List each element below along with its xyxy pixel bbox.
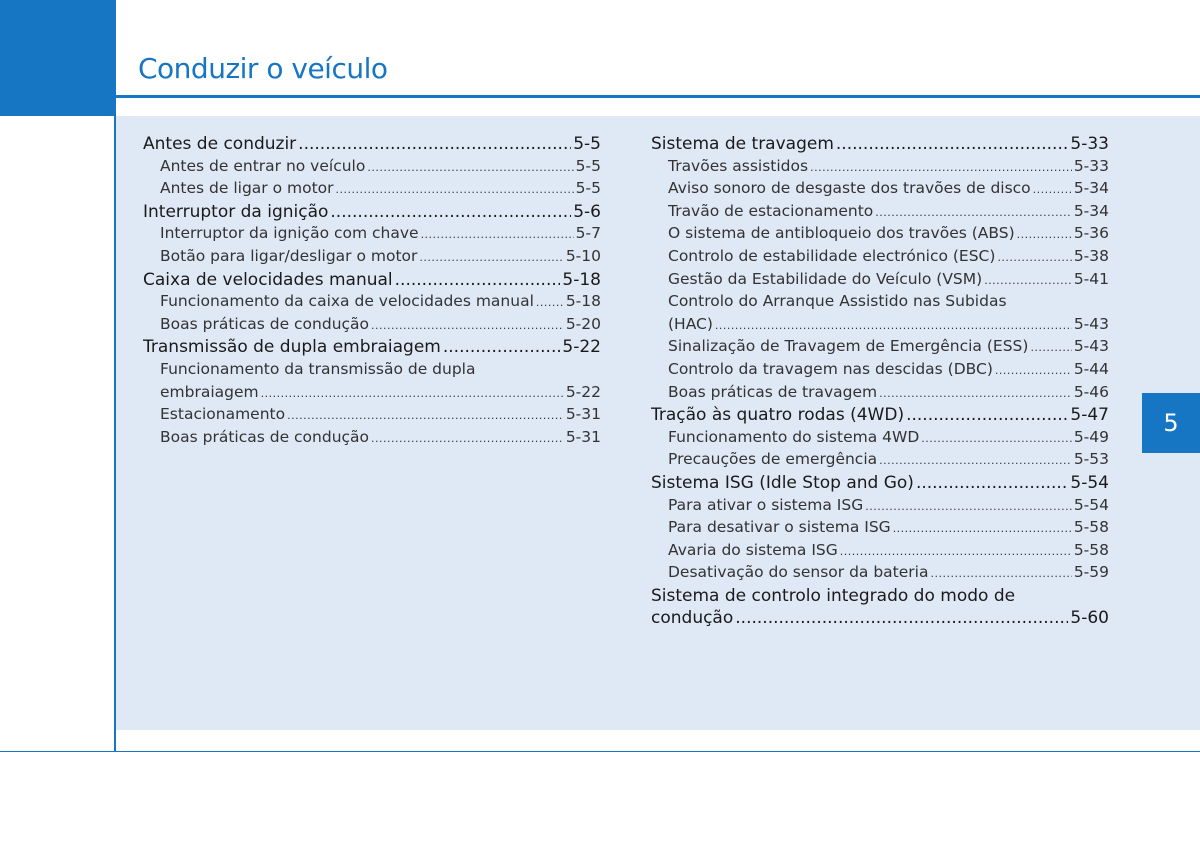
toc-entry-title: Antes de entrar no veículo [160,156,366,175]
toc-subsection-entry[interactable] [143,157,601,180]
dot-leader [395,270,561,290]
dot-leader [443,337,561,357]
left-margin-rule [114,116,116,752]
dot-leader [367,161,573,174]
toc-page-number: 5-7 [575,224,601,243]
dot-leader [298,134,571,154]
dot-leader [421,228,574,241]
dot-leader [371,432,564,445]
toc-entry-title: Caixa de velocidades manual [143,269,393,290]
toc-page-number: 5-47 [1070,405,1109,426]
toc-section-entry[interactable] [651,608,1109,631]
toc-subsection-entry[interactable] [651,563,1109,586]
dot-leader [715,319,1072,332]
toc-entry-title: Desativação do sensor da bateria [668,563,929,582]
toc-subsection-entry[interactable] [143,292,601,315]
toc-subsection-entry[interactable] [651,224,1109,247]
toc-subsection-entry[interactable] [651,270,1109,293]
toc-page-number: 5-38 [1073,246,1109,265]
toc-subsection-entry[interactable] [143,383,601,406]
dot-leader [984,274,1072,287]
toc-page-number: 5-31 [565,427,601,446]
toc-section-entry[interactable] [143,134,601,157]
toc-subsection-entry[interactable] [143,315,601,338]
toc-page-number: 5-54 [1073,495,1109,514]
dot-leader [995,364,1072,377]
toc-subsection-entry[interactable] [651,428,1109,451]
toc-page-number: 5-5 [573,134,601,154]
toc-section-entry[interactable] [143,270,601,293]
toc-section-entry[interactable] [651,473,1109,496]
toc-entry-title: Botão para ligar/desligar o motor [160,246,418,265]
toc-subsection-entry[interactable] [651,450,1109,473]
dot-leader [1030,341,1071,354]
toc-entry-title: Antes de ligar o motor [160,179,334,198]
toc-subsection-entry[interactable] [143,428,601,451]
toc-entry-title: Aviso sonoro de desgaste dos travões de disco [668,179,1031,198]
toc-entry-title: Tração às quatro rodas (4WD) [651,405,905,426]
toc-entry-title: (HAC) [668,314,713,333]
toc-entry-title: Sinalização de Travagem de Emergência (ESS) [668,337,1029,356]
toc-entry-title: Precauções de emergência [668,450,878,469]
toc-entry-title: Boas práticas de travagem [668,382,878,401]
toc-page-number: 5-22 [565,382,601,401]
toc-entry-title: Controlo de estabilidade electrónico (ESC) [668,246,996,265]
toc-page-number: 5-54 [1070,472,1109,493]
toc-left-column [143,134,601,450]
toc-page-number: 5-53 [1073,450,1109,469]
toc-subsection-entry[interactable] [651,337,1109,360]
toc-page-number: 5-6 [573,201,601,222]
dot-leader [865,500,1072,513]
toc-right-column [651,134,1109,631]
toc-page-number: 5-46 [1073,382,1109,401]
toc-entry-title: Boas práticas de condução [160,427,370,446]
toc-entry-title: Controlo da travagem nas descidas (DBC) [668,359,993,378]
dot-leader [893,522,1072,535]
toc-entry-title: embraiagem [160,382,259,401]
toc-entry-title: Interruptor da ignição com chave [160,224,419,243]
dot-leader [536,296,564,309]
toc-entry-title: Funcionamento da transmissão de dupla [160,359,476,378]
toc-entry-title: Travões assistidos [668,156,809,175]
toc-page-number: 5-33 [1070,134,1109,154]
toc-subsection-entry[interactable] [651,383,1109,406]
toc-entry-title: Controlo do Arranque Assistido nas Subidas [668,292,1007,311]
dot-leader [810,161,1072,174]
dot-leader [336,183,574,196]
toc-entry-title: Para ativar o sistema ISG [668,495,864,514]
toc-subsection-entry[interactable] [143,179,601,202]
toc-entry-title: Transmissão de dupla embraiagem [143,337,441,358]
toc-entry-title: Sistema de controlo integrado do modo de [651,585,1016,606]
dot-leader [916,473,1068,493]
dot-leader [1033,183,1072,196]
toc-subsection-entry[interactable] [651,360,1109,383]
toc-page-number: 5-36 [1073,224,1109,243]
toc-subsection-entry[interactable] [651,315,1109,338]
toc-entry-title: Para desativar o sistema ISG [668,518,891,537]
toc-entry-title: Avaria do sistema ISG [668,540,838,559]
dot-leader [875,206,1072,219]
dot-leader [921,432,1072,445]
toc-page-number: 5-18 [562,269,601,290]
toc-entry-title: Funcionamento da caixa de velocidades manual [160,292,534,311]
toc-page-number: 5-43 [1073,314,1109,333]
toc-entry-title: Gestão da Estabilidade do Veículo (VSM) [668,269,983,288]
toc-page-number: 5-60 [1070,608,1109,629]
toc-page-number: 5-59 [1073,563,1109,582]
toc-page-number: 5-41 [1073,269,1109,288]
toc-entry-title: O sistema de antibloqueio dos travões (ABS) [668,224,1015,243]
toc-page-number: 5-43 [1073,337,1109,356]
dot-leader [419,251,563,264]
toc-subsection-entry[interactable] [651,292,1109,315]
dot-leader [840,545,1072,558]
dot-leader [1017,228,1072,241]
toc-entry-title: Sistema de travagem [651,134,834,154]
dot-leader [906,405,1068,425]
toc-page-number: 5-58 [1073,518,1109,537]
toc-entry-title: Funcionamento do sistema 4WD [668,427,920,446]
toc-page-number: 5-18 [565,292,601,311]
toc-entry-title: Estacionamento [160,405,286,424]
toc-subsection-entry[interactable] [651,247,1109,270]
toc-page-number: 5-49 [1073,427,1109,446]
toc-section-entry[interactable] [651,134,1109,157]
toc-subsection-entry[interactable] [651,541,1109,564]
toc-page-number: 5-31 [565,405,601,424]
toc-subsection-entry[interactable] [143,224,601,247]
dot-leader [371,319,564,332]
toc-section-entry[interactable] [143,202,601,225]
toc-subsection-entry[interactable] [143,360,601,383]
toc-subsection-entry[interactable] [651,496,1109,519]
toc-subsection-entry[interactable] [143,247,601,270]
dot-leader [330,202,571,222]
toc-page-number: 5-5 [575,156,601,175]
toc-section-entry[interactable] [143,337,601,360]
toc-section-entry[interactable] [651,586,1109,609]
toc-entry-title: Interruptor da ignição [143,201,329,222]
toc-subsection-entry[interactable] [651,157,1109,180]
toc-page-number: 5-5 [575,179,601,198]
header-color-block [0,0,116,116]
dot-leader [930,567,1071,580]
dot-leader [287,409,564,422]
dot-leader [836,134,1069,154]
dot-leader [261,387,564,400]
toc-page-number: 5-20 [565,314,601,333]
bottom-rule [0,751,1200,752]
toc-page-number: 5-22 [562,337,601,358]
chapter-tab[interactable]: 5 [1142,393,1200,453]
toc-entry-title: Travão de estacionamento [668,201,874,220]
dot-leader [879,454,1072,467]
toc-entry-title: condução [651,608,734,629]
toc-section-entry[interactable] [651,405,1109,428]
title-underline [116,95,1200,98]
toc-entry-title: Boas práticas de condução [160,314,370,333]
toc-entry-title: Antes de conduzir [143,134,297,154]
toc-page-number: 5-10 [565,246,601,265]
toc-subsection-entry[interactable] [651,518,1109,541]
toc-page-number: 5-34 [1073,179,1109,198]
toc-page-number: 5-33 [1073,156,1109,175]
toc-subsection-entry[interactable] [651,202,1109,225]
toc-subsection-entry[interactable] [143,405,601,428]
toc-page-number: 5-44 [1073,359,1109,378]
toc-subsection-entry[interactable] [651,179,1109,202]
toc-page-number: 5-58 [1073,540,1109,559]
page-title: Conduzir o veículo [138,52,388,85]
dot-leader [735,608,1068,628]
dot-leader [997,251,1071,264]
dot-leader [879,387,1072,400]
toc-entry-title: Sistema ISG (Idle Stop and Go) [651,472,914,493]
toc-page-number: 5-34 [1073,201,1109,220]
